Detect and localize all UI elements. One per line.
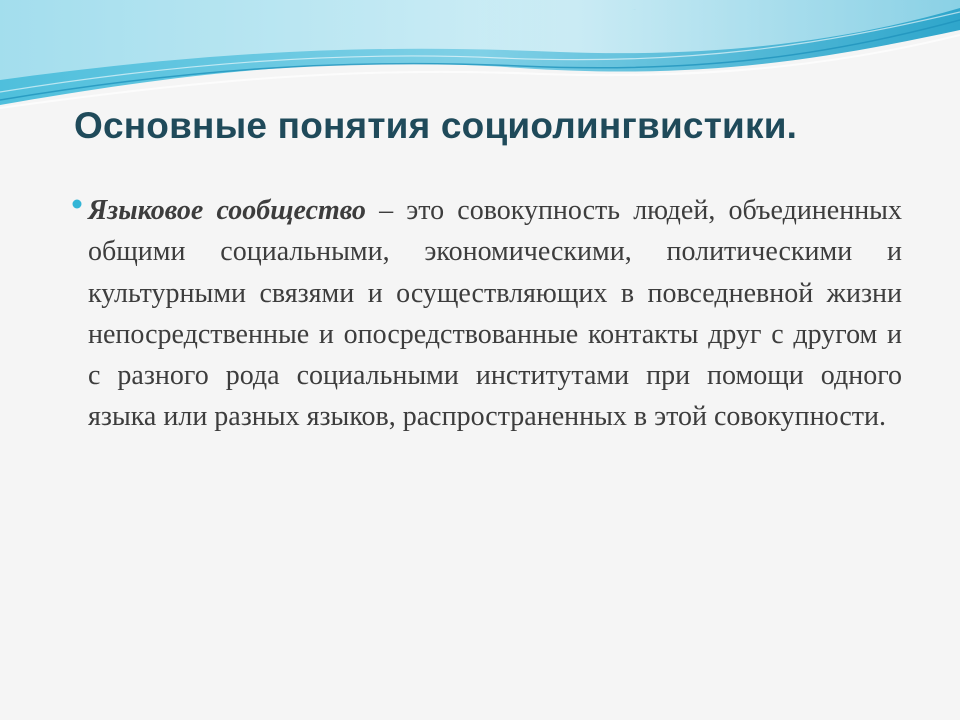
term-highlight: Языковое сообщество (88, 195, 366, 226)
slide-title: Основные понятия социолингвистики. (74, 105, 798, 146)
bullet-list (72, 190, 902, 438)
bullet-icon (72, 199, 82, 209)
definition-text: – это совокупность людей, объединенных общими социальными, экономическими, политическими и культурными связями и осуществляющих в повседневной жизни непосредственные и опосредствованные контакты друг с другом и с разного рода социальными институтами при помощи одного языка или разных языков, распространенных в этой совокупности. (88, 195, 902, 433)
bullet-text (88, 190, 902, 438)
list-item (72, 190, 902, 438)
